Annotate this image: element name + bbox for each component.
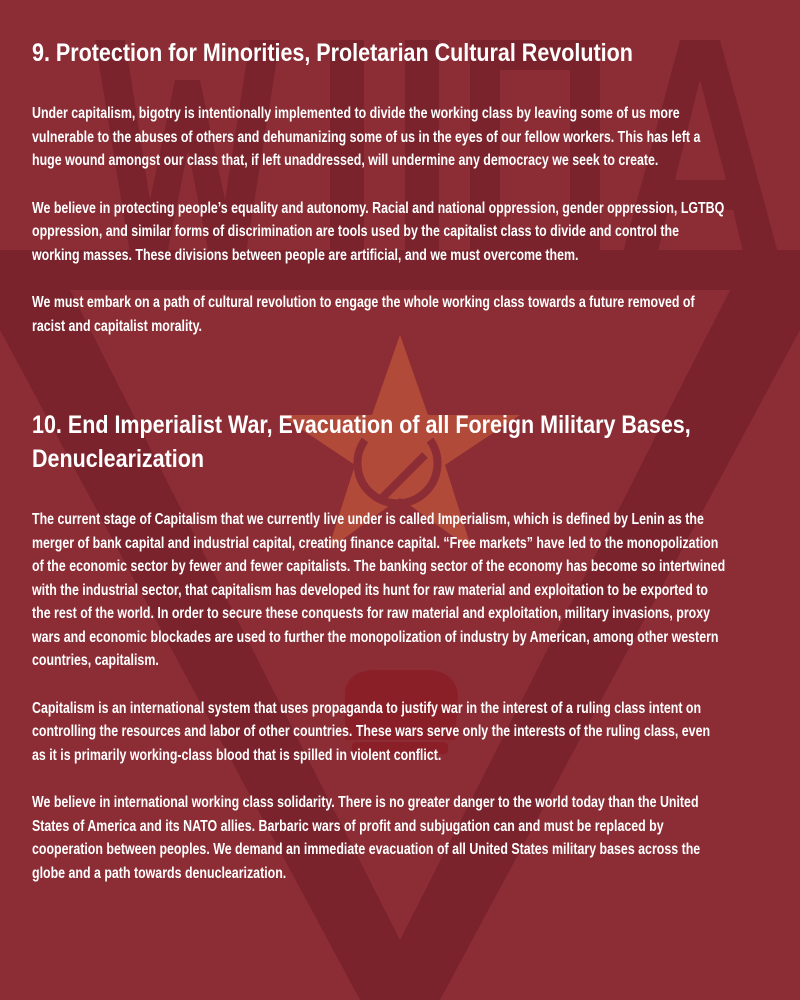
paragraph: The current stage of Capitalism that we currently live under is called Imperialism, which is defined by Lenin as the merger of bank capital and industrial capital, creating finance capital. “Free markets” have led to the monopolization of the economic sector by fewer and fewer capitalists. The banking sector of the economy has become so intertwined with the industrial sector, that capitalism has developed its hunt for raw material and exploitation to be exported to the rest of the world. In order to secure these conquests for raw material and exploitation, military invasions, proxy wars and economic blockades are used to further the monopolization of industry by American, among other western countries, capitalism. [32,511,726,669]
paragraph: Under capitalism, bigotry is intentionally implemented to divide the working class by leaving some of us more vulnerable to the abuses of others and dehumanizing some of us in the eyes of our fellow workers. This has left a huge wound amongst our class that, if left unaddressed, will undermine any democracy we seek to create. [32,105,701,169]
paragraph: We believe in protecting people’s equality and autonomy. Racial and national oppression, gender oppression, LGTBQ oppression, and similar forms of discrimination are tools used by the capitalist class to divide and control the working masses. These divisions between people are artificial, and we must overcome them. [32,199,725,264]
section-9 [32,36,768,338]
paragraph: We must embark on a path of cultural revolution to engage the whole working class towards a future removed of racist and capitalist morality. [32,294,695,335]
section-10 [32,408,768,885]
paragraph: We believe in international working class solidarity. There is no greater danger to the world today than the United States of America and its NATO allies. Barbaric wars of profit and subjugation can and must be replaced by cooperation between peoples. We demand an immediate evacuation of all United States military bases across the globe and a path towards denuclearization. [32,794,701,882]
section-title: 10. End Imperialist War, Evacuation of all Foreign Military Bases, Denuclearization [32,411,691,473]
section-title: 9. Protection for Minorities, Proletarian Cultural Revolution [32,39,633,67]
paragraph: Capitalism is an international system that uses propaganda to justify war in the interest of a ruling class intent on controlling the resources and labor of other countries. These wars serve only the interests of the ruling class, even as it is primarily working-class blood that is spilled in violent conflict. [32,699,711,764]
